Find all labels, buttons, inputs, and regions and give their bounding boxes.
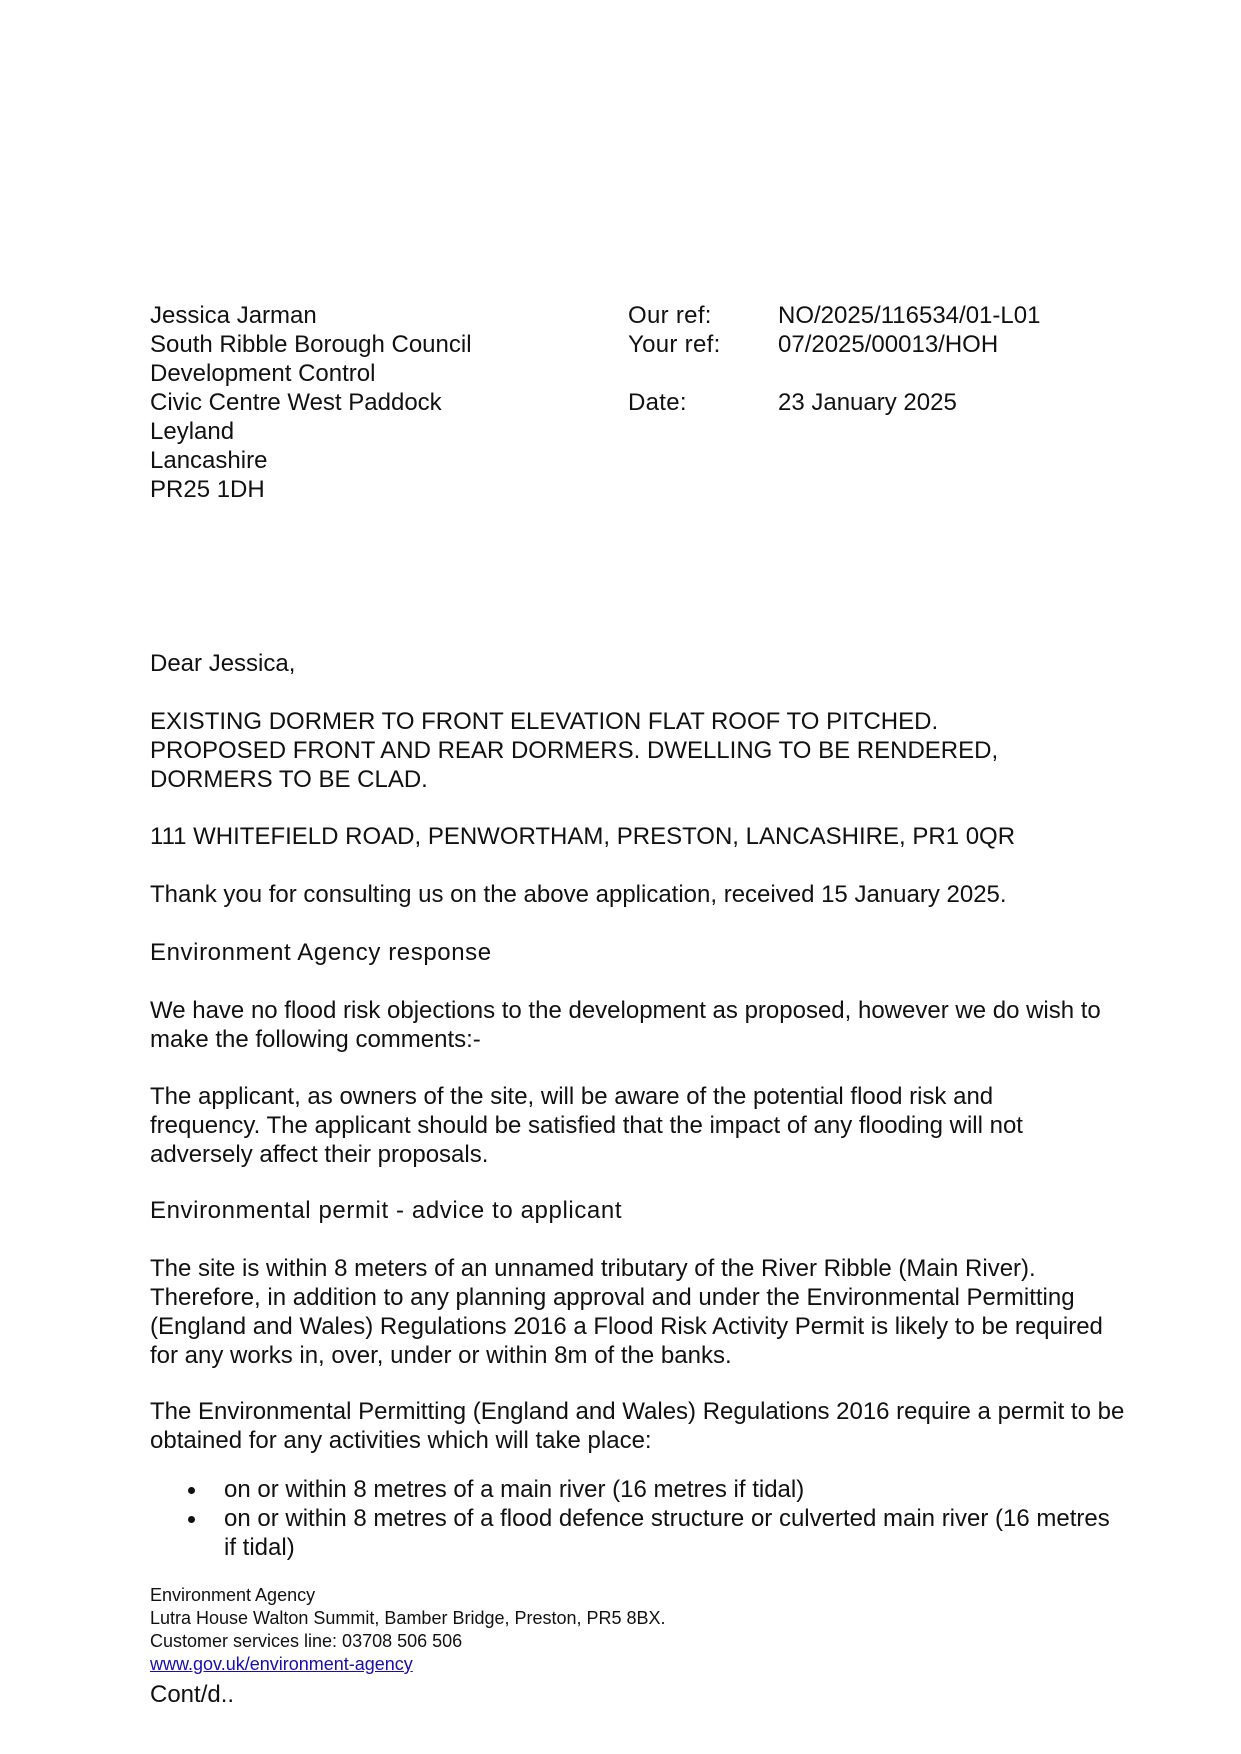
recipient-street: Civic Centre West Paddock xyxy=(150,389,442,416)
recipient-name: Jessica Jarman xyxy=(150,302,317,329)
salutation-block xyxy=(150,649,1130,678)
regulations-paragraph: The Environmental Permitting (England and Wales) Regulations 2016 require a permit to be obtained for any activities which will take place: xyxy=(150,1398,1125,1454)
list-item-text: on or within 8 metres of a main river (16 metres if tidal) xyxy=(224,1476,805,1503)
footer xyxy=(150,1584,666,1676)
footer-org: Environment Agency xyxy=(150,1585,316,1605)
bullet-icon xyxy=(188,1516,195,1523)
date-label: Date: xyxy=(628,389,687,416)
permit-activity-list xyxy=(150,1475,1110,1562)
permit-heading: Environmental permit - advice to applicant xyxy=(150,1197,623,1224)
applicant-paragraph: The applicant, as owners of the site, will be aware of the potential flood risk and frequency. The applicant should be satisfied that the impact of any flooding will not adversely affect their proposals. xyxy=(150,1083,1023,1168)
thanks-block xyxy=(150,880,1130,909)
your-ref-value: 07/2025/00013/HOH xyxy=(778,331,999,358)
recipient-postcode: PR25 1DH xyxy=(150,476,265,503)
site-address: 111 WHITEFIELD ROAD, PENWORTHAM, PRESTON, LANCASHIRE, PR1 0QR xyxy=(150,823,1016,850)
continued-marker: Cont/d.. xyxy=(150,1681,235,1708)
site-block xyxy=(150,1254,1130,1370)
list-item-text: on or within 8 metres of a flood defence structure or culverted main river (16 metres if tidal) xyxy=(224,1505,1110,1561)
subject: EXISTING DORMER TO FRONT ELEVATION FLAT ROOF TO PITCHED. PROPOSED FRONT AND REAR DORMERS. DWELLING TO BE RENDERED, DORMERS TO BE CLAD. xyxy=(150,708,999,793)
response-heading: Environment Agency response xyxy=(150,939,492,966)
recipient-organisation: South Ribble Borough Council xyxy=(150,331,472,358)
response-heading-block xyxy=(150,938,1130,967)
regulations-block xyxy=(150,1397,1130,1455)
site-address-block xyxy=(150,822,1130,851)
footer-phone: Customer services line: 03708 506 506 xyxy=(150,1631,463,1651)
our-ref-value: NO/2025/116534/01-L01 xyxy=(778,302,1041,329)
your-ref-row xyxy=(628,330,1040,359)
date-value: 23 January 2025 xyxy=(778,389,957,416)
footer-website-link[interactable]: www.gov.uk/environment-agency xyxy=(150,1654,413,1674)
bullet-icon xyxy=(188,1487,195,1494)
no-objection-paragraph: We have no flood risk objections to the development as proposed, however we do wish to make the following comments:- xyxy=(150,997,1101,1053)
no-objection-block xyxy=(150,996,1130,1054)
date-row xyxy=(628,388,1040,417)
our-ref-label: Our ref: xyxy=(628,302,712,329)
subject-block xyxy=(150,707,1070,794)
list-item xyxy=(150,1475,1110,1504)
recipient-county: Lancashire xyxy=(150,447,268,474)
recipient-department: Development Control xyxy=(150,360,376,387)
permit-heading-block xyxy=(150,1196,1130,1225)
recipient-town: Leyland xyxy=(150,418,235,445)
our-ref-row xyxy=(628,301,1040,330)
site-paragraph: The site is within 8 meters of an unnamed tributary of the River Ribble (Main River). Therefore, in addition to any planning approval and under the Environmental Permitting (England and Wales) Regulations 2016 a Flood Risk Activity Permit is likely to be required for any works in, over, under or within 8m of the banks. xyxy=(150,1255,1103,1369)
your-ref-label: Your ref: xyxy=(628,331,721,358)
list-item xyxy=(150,1504,1110,1562)
salutation: Dear Jessica, xyxy=(150,650,296,677)
applicant-block xyxy=(150,1082,1100,1169)
recipient-address xyxy=(150,301,472,504)
thanks-paragraph: Thank you for consulting us on the above application, received 15 January 2025. xyxy=(150,881,1007,908)
footer-address: Lutra House Walton Summit, Bamber Bridge, Preston, PR5 8BX. xyxy=(150,1608,666,1628)
reference-block xyxy=(628,301,1040,417)
